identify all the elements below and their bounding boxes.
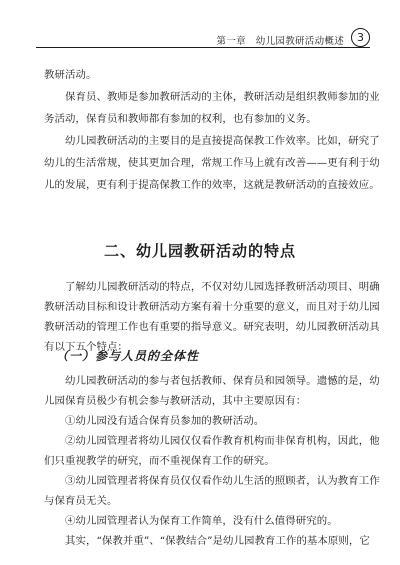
text-line: ②幼儿园管理者将幼儿园仅仅看作教育机构而非保育机构，因此，他: [44, 435, 380, 447]
text-line: 儿的发展，更有利于提高保教工作的效率，这就是教研活动的直接效应。: [44, 179, 380, 191]
chapter-header-text: [216, 33, 344, 47]
text-line: 幼儿的生活常规，使其更加合理，常规工作马上就有改善——更有利于幼: [44, 157, 380, 169]
text-line: 与保育员无关。: [44, 495, 118, 507]
chapter-title: 幼儿园教研活动概述: [255, 36, 344, 47]
text-line: 幼儿园教研活动的主要目的是直接提高保教工作效率。比如，研究了: [44, 135, 380, 147]
chapter-label: 第一章: [216, 36, 246, 47]
text-line: ①幼儿园没有适合保育员参加的教研活动。: [44, 415, 265, 427]
text-line: 务活动，保育员和教师都有参加的权利，也有参加的义务。: [44, 113, 317, 125]
header-rule: [36, 47, 370, 48]
text-line: 有以下五个特点：: [44, 341, 128, 353]
text-line: ④幼儿园管理者认为保育工作简单，没有什么值得研究的。: [44, 515, 338, 527]
text-line: 其实，“保教并重”、“保教结合”是幼儿园教育工作的基本原则，它: [44, 535, 370, 547]
text-line: 教研活动。: [44, 69, 97, 81]
section-heading: 二、幼儿园教研活动的特点: [103, 242, 296, 260]
page-number: 3: [351, 28, 370, 47]
text-line: 教研活动的管理工作也有重要的指导意义。研究表明，幼儿园教研活动具: [44, 321, 380, 333]
text-line: ③幼儿园管理者将保育员仅仅看作幼儿生活的照顾者，认为教育工作: [44, 475, 380, 487]
subsection-heading: （一）参与人员的全体性: [56, 349, 200, 363]
text-line: 儿园保育员极少有机会参与教研活动，其中主要原因有：: [44, 395, 307, 407]
text-line: 们只重视教学的研究，而不重视保育工作的研究。: [44, 455, 275, 467]
text-line: 教研活动目标和设计教研活动方案有着十分重要的意义，而且对于幼儿园: [44, 301, 380, 313]
text-line: 保育员、教师是参加教研活动的主体，教研活动是组织教师参加的业: [44, 91, 380, 103]
text-line: 幼儿园教研活动的参与者包括教师、保育员和园领导。遗憾的是，幼: [44, 375, 380, 387]
text-line: 了解幼儿园教研活动的特点，不仅对幼儿园选择教研活动项目、明确: [44, 281, 380, 293]
